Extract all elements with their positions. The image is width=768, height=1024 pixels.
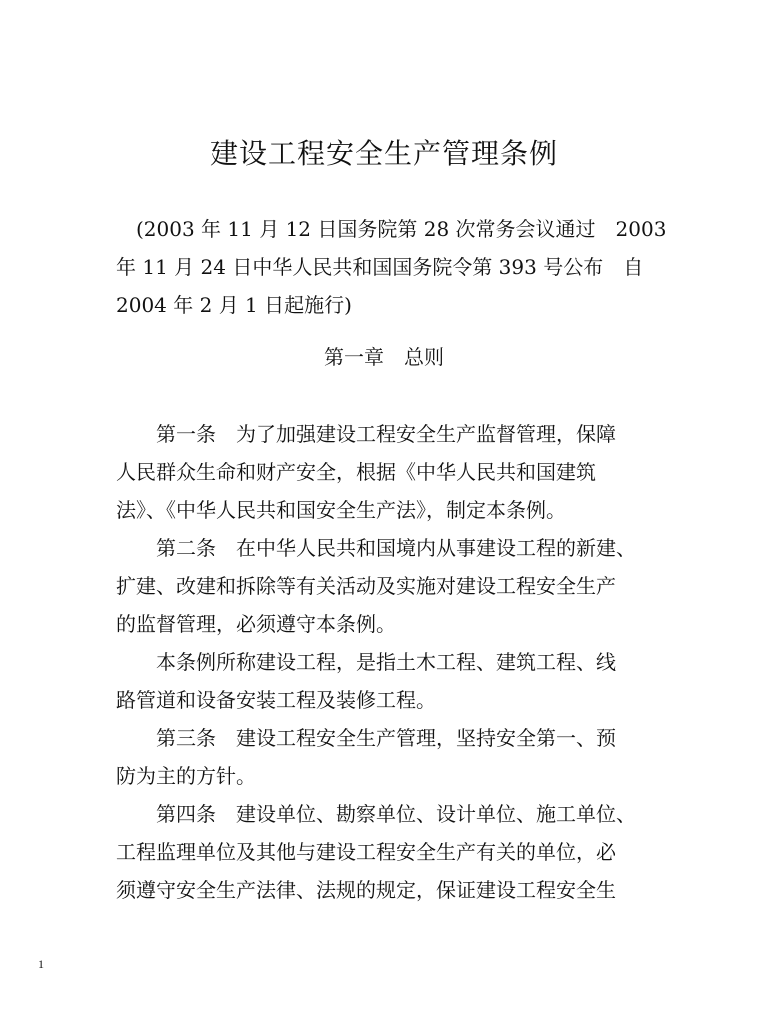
page-number: 1 [38,957,44,971]
body-line: 路管道和设备安装工程及装修工程。 [116,688,436,712]
body-line: 防为主的方针。 [116,764,256,788]
body-line: 第三条 建设工程安全生产管理，坚持安全第一、预 [116,726,616,750]
subtitle-line: 2004 年 2 月 1 日起施行) [116,293,352,317]
body-line: 工程监理单位及其他与建设工程安全生产有关的单位，必 [116,840,616,864]
body-line: 第一条 为了加强建设工程安全生产监督管理，保障 [116,422,616,446]
body-line: 第二条 在中华人民共和国境内从事建设工程的新建、 [116,536,636,560]
chapter-heading: 第一章 总则 [324,345,444,369]
body-line: 扩建、改建和拆除等有关活动及实施对建设工程安全生产 [116,574,616,598]
article-body [116,415,654,909]
document-title: 建设工程安全生产管理条例 [209,137,558,170]
body-line: 法》、《中华人民共和国安全生产法》，制定本条例。 [116,498,566,522]
body-line: 人民群众生命和财产安全，根据《中华人民共和国建筑 [116,460,596,484]
body-line: 本条例所称建设工程，是指土木工程、建筑工程、线 [116,650,616,674]
subtitle-line: 年 11 月 24 日中华人民共和国国务院令第 393 号公布 自 [116,255,644,279]
body-line: 须遵守安全生产法律、法规的规定，保证建设工程安全生 [116,878,616,902]
body-line: 第四条 建设单位、勘察单位、设计单位、施工单位、 [116,802,636,826]
body-line: 的监督管理，必须遵守本条例。 [116,612,396,636]
document-subtitle [116,210,667,324]
subtitle-line: (2003 年 11 月 12 日国务院第 28 次常务会议通过 2003 [116,217,667,241]
